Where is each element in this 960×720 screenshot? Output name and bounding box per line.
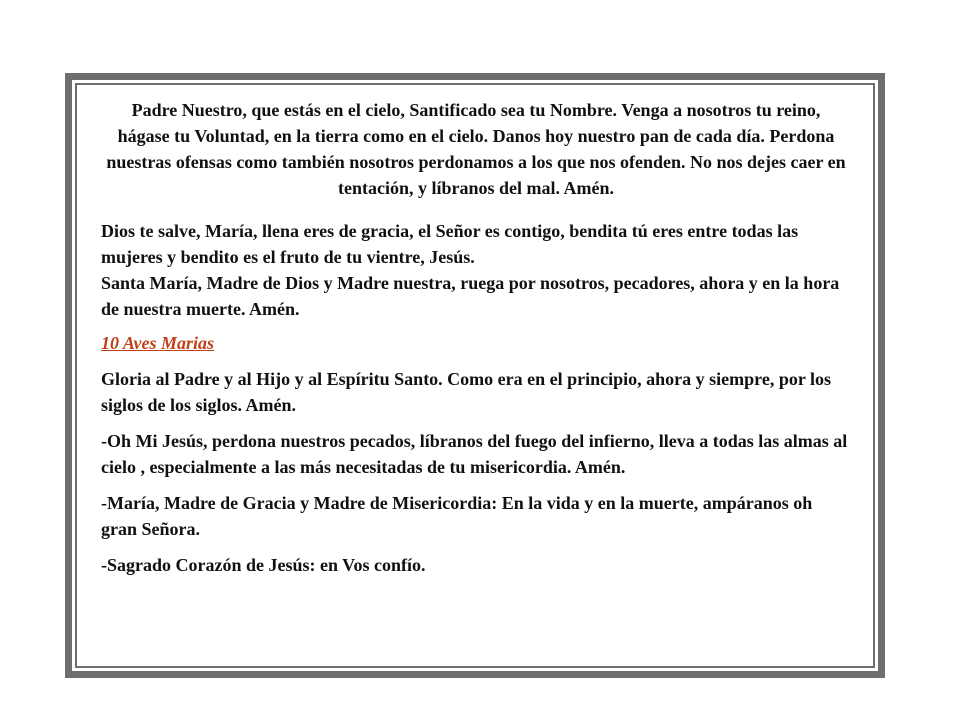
maria-madre-text: -María, Madre de Gracia y Madre de Misericordia: En la vida y en la muerte, ampáranos oh gran Señora. — [101, 493, 813, 539]
padre-nuestro-text: Padre Nuestro, que estás en el cielo, Santificado sea tu Nombre. Venga a nosotros tu reino, hágase tu Voluntad, en la tierra como en el cielo. Danos hoy nuestro pan de cada día. Perdona nuestras ofensas como también nosotros perdonamos a los que nos ofenden. No nos dejes caer en tentación, y líbranos del mal. Amén. — [106, 100, 846, 198]
prayer-content — [101, 97, 851, 584]
sagrado-corazon-text: -Sagrado Corazón de Jesús: en Vos confío. — [101, 555, 426, 575]
ave-maria-part-2: Santa María, Madre de Dios y Madre nuestra, ruega por nosotros, pecadores, ahora y en la hora de nuestra muerte. Amén. — [101, 273, 840, 319]
prayer-frame — [65, 73, 885, 678]
ave-maria-part-1: Dios te salve, María, llena eres de gracia, el Señor es contigo, bendita tú eres entre todas las mujeres y bendito es el fruto de tu vientre, Jesús. — [101, 221, 799, 267]
frame-inner-border — [75, 83, 875, 668]
oh-mi-jesus-text: -Oh Mi Jesús, perdona nuestros pecados, líbranos del fuego del infierno, lleva a todas las almas al cielo , especialmente a las más necesitadas de tu misericordia. Amén. — [101, 431, 848, 477]
frame-white-gap — [72, 80, 878, 671]
aves-marias-link[interactable]: 10 Aves Marias — [101, 333, 215, 353]
gloria-text: Gloria al Padre y al Hijo y al Espíritu Santo. Como era en el principio, ahora y siempre, por los siglos de los siglos. Amén. — [101, 369, 831, 415]
